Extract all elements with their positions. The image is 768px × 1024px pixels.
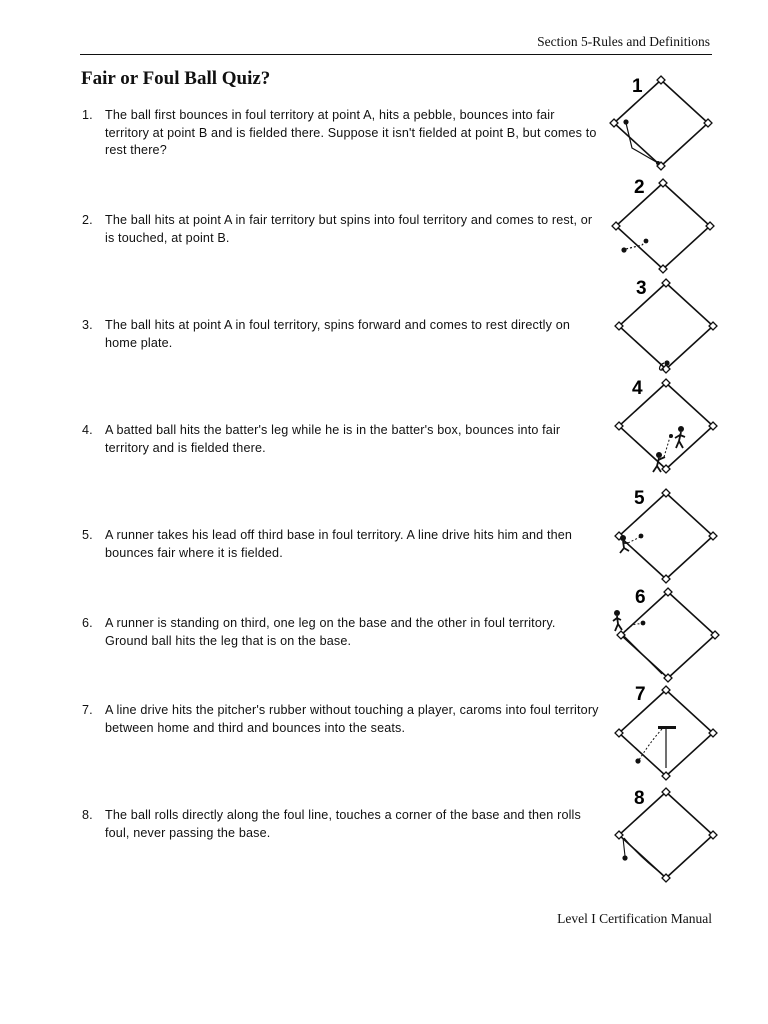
question-1: [82, 107, 602, 160]
diagram-number: 1: [632, 76, 643, 97]
diagram-number: 5: [634, 488, 645, 509]
question-number: 7.: [82, 703, 93, 717]
diagram-7: [604, 682, 724, 792]
question-number: 8.: [82, 808, 93, 822]
question-number: 6.: [82, 616, 93, 630]
question-3: [82, 317, 602, 352]
question-2: [82, 212, 602, 247]
baseball-diamond-8-icon: [604, 784, 724, 894]
question-number: 4.: [82, 423, 93, 437]
diagram-number: 6: [635, 587, 646, 608]
question-8: [82, 807, 602, 842]
question-text: The ball rolls directly along the foul line, touches a corner of the base and then rolls foul, never passing the base.: [105, 808, 581, 840]
diagram-8: [604, 784, 724, 894]
diagram-number: 2: [634, 177, 645, 198]
question-text: A line drive hits the pitcher's rubber without touching a player, caroms into foul territory between home and third and bounces into the seats.: [105, 703, 599, 735]
question-5: [82, 527, 602, 562]
question-number: 3.: [82, 318, 93, 332]
question-text: The ball hits at point A in fair territory but spins into foul territory and comes to rest, or is touched, at point B.: [105, 213, 593, 245]
question-text: A runner is standing on third, one leg on the base and the other in foul territory. Ground ball hits the leg that is on the base.: [105, 616, 556, 648]
page-title: Fair or Foul Ball Quiz?: [81, 68, 271, 89]
question-number: 1.: [82, 108, 93, 122]
baseball-diamond-1-icon: [604, 68, 724, 178]
diagram-number: 8: [634, 788, 645, 809]
diagram-number: 7: [635, 684, 646, 705]
diagram-3: [604, 275, 724, 385]
question-7: [82, 702, 602, 737]
diagram-5: [604, 485, 724, 595]
baseball-diamond-5-icon: [604, 485, 724, 595]
question-4: [82, 422, 602, 457]
diagram-4: [604, 375, 724, 485]
question-6: [82, 615, 602, 650]
question-text: A runner takes his lead off third base in foul territory. A line drive hits him and then bounces fair where it is fielded.: [105, 528, 573, 560]
diagram-2: [604, 171, 724, 281]
question-text: The ball first bounces in foul territory at point A, hits a pebble, bounces into fair territory at point B and is fielded there. Suppose it isn't fielded at point B, but comes to rest there?: [105, 108, 597, 157]
diagram-6: [604, 586, 724, 696]
question-text: A batted ball hits the batter's leg while he is in the batter's box, bounces into fair territory and is fielded there.: [105, 423, 561, 455]
header-rule: [80, 54, 712, 55]
diagram-number: 4: [632, 378, 643, 399]
question-number: 2.: [82, 213, 93, 227]
baseball-diamond-6-icon: [604, 586, 724, 696]
baseball-diamond-7-icon: [604, 682, 724, 792]
diagram-1: [604, 68, 724, 178]
baseball-diamond-3-icon: [604, 275, 724, 385]
footer-text: Level I Certification Manual: [557, 911, 712, 926]
diagram-number: 3: [636, 278, 647, 299]
baseball-diamond-4-icon: [604, 375, 724, 485]
question-number: 5.: [82, 528, 93, 542]
question-text: The ball hits at point A in foul territory, spins forward and comes to rest directly on home plate.: [105, 318, 571, 350]
baseball-diamond-2-icon: [604, 171, 724, 281]
section-header: Section 5-Rules and Definitions: [537, 34, 710, 49]
